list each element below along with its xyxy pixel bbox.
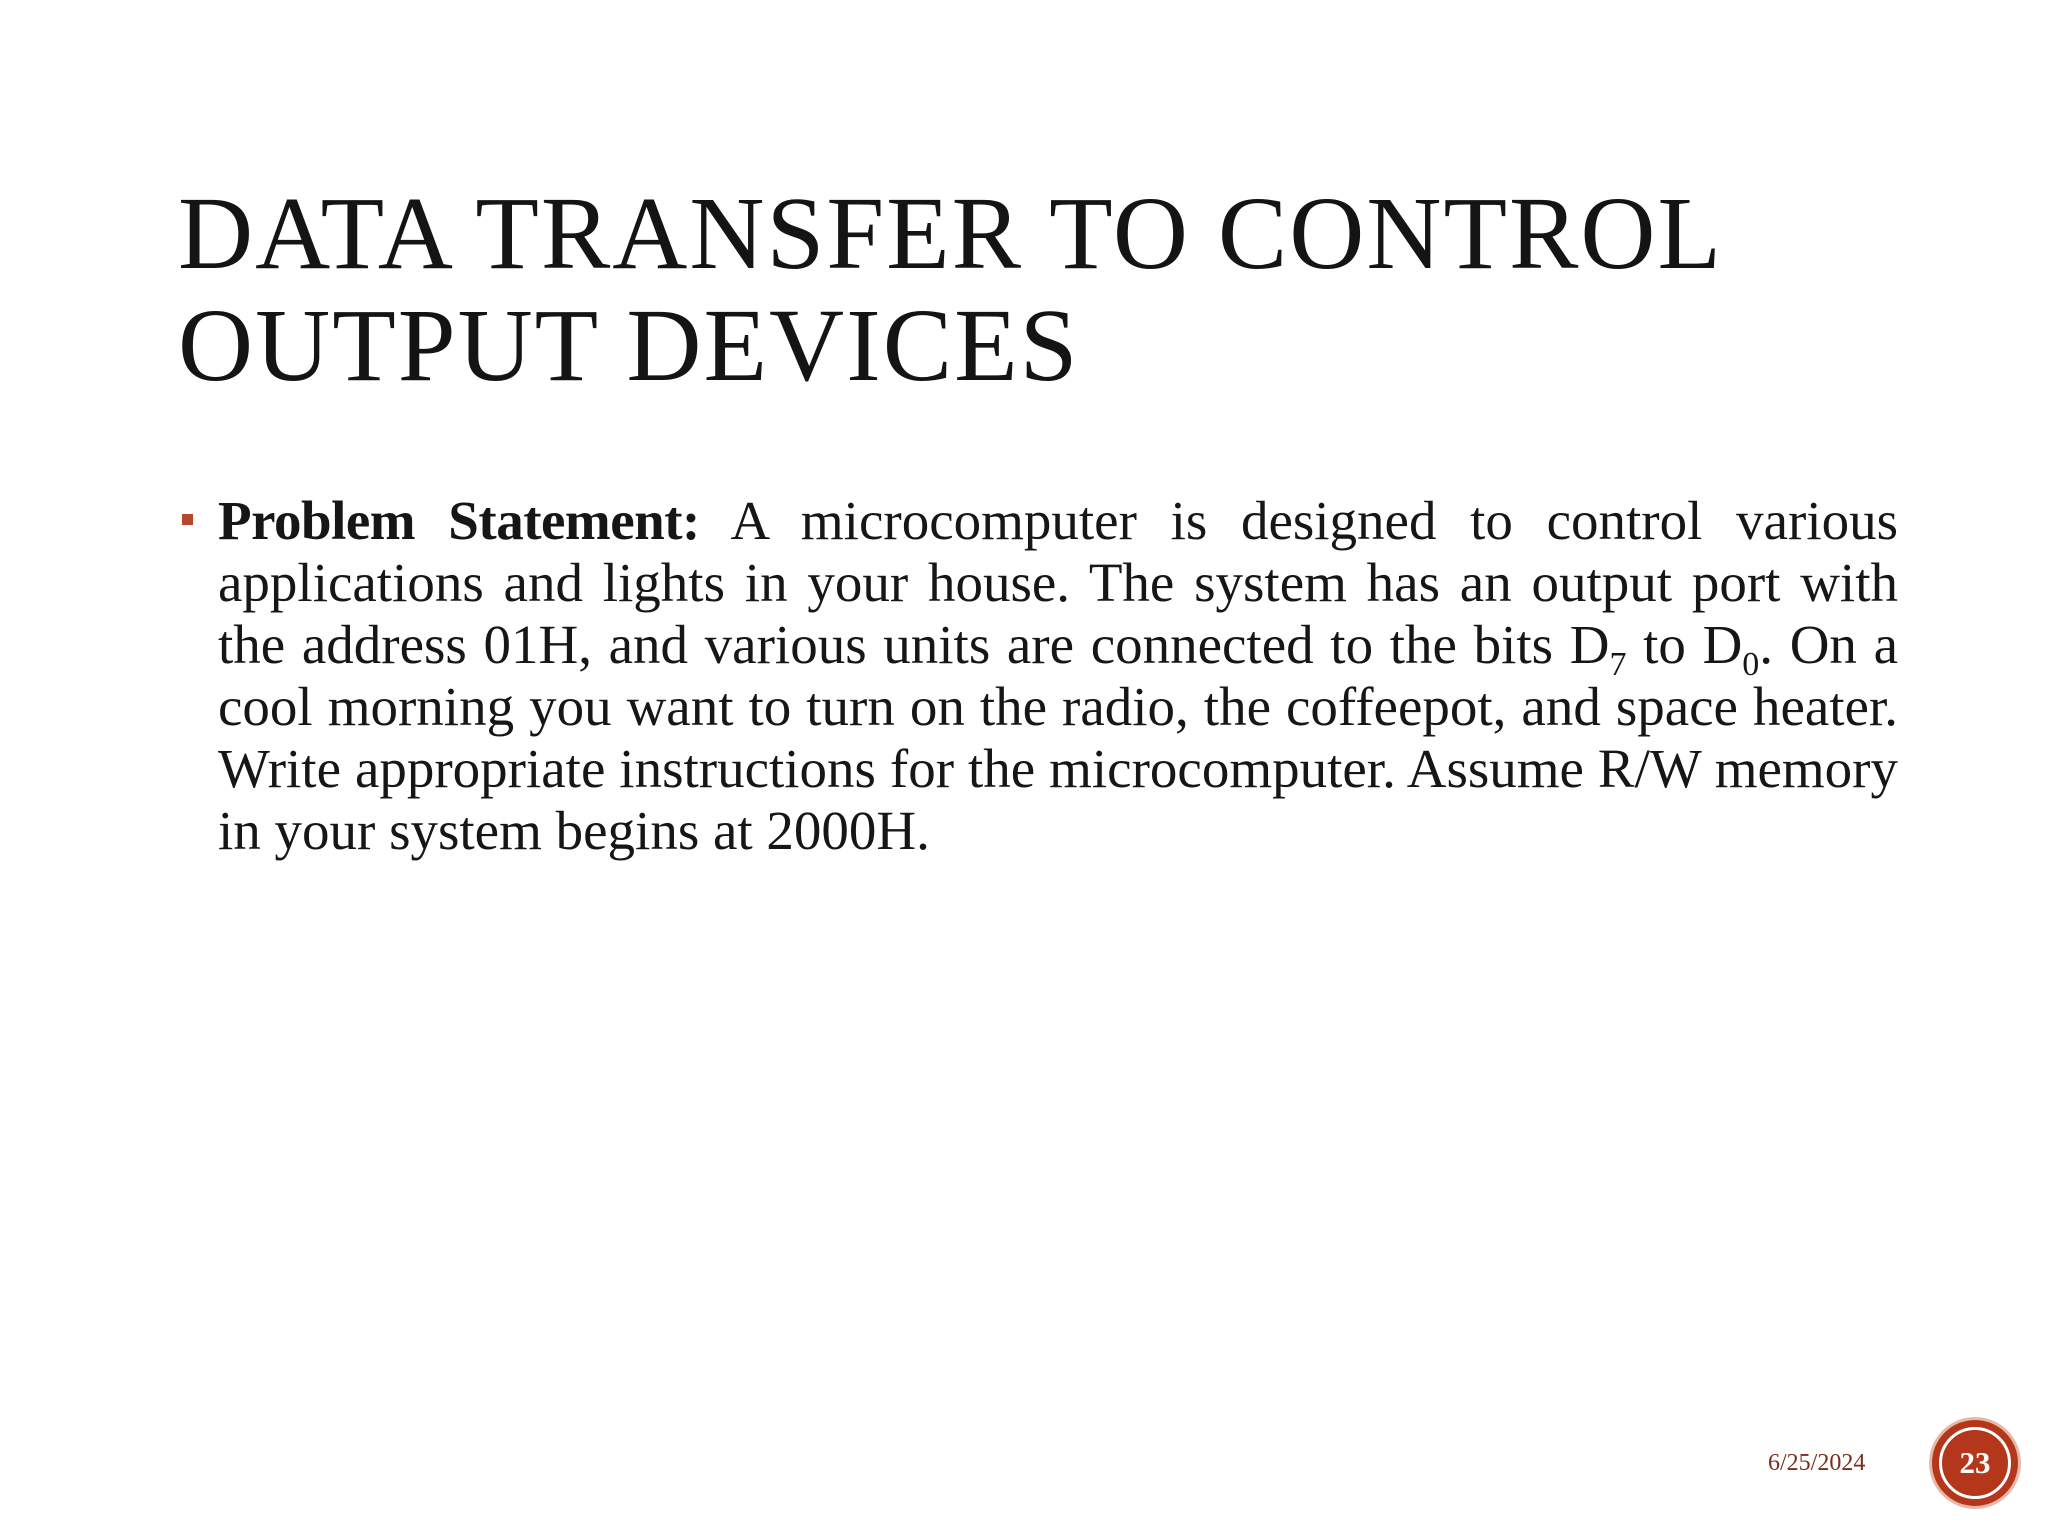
subscript-7: 7 [1609,646,1627,683]
problem-statement-paragraph [218,490,1898,862]
page-number: 23 [1959,1445,1991,1480]
problem-text-part-2: to D [1626,614,1743,675]
problem-statement-label: Problem Statement: [218,490,700,551]
subscript-0: 0 [1742,646,1760,683]
square-bullet-icon [182,514,193,525]
page-number-badge [1932,1420,2018,1506]
problem-text-part-1: A microcomputer is designed to control various applications and lights in your house. The system has an output port with the address 01H, and various units are connected to the bits D [218,490,1898,675]
slide-title-line-1: DATA TRANSFER TO CONTROL [178,176,1724,291]
footer-date: 6/25/2024 [1768,1450,1866,1476]
problem-text-part-3: . On a cool morning you want to turn on the radio, the coffeepot, and space heater. Write appropriate instructions for the microcomputer. Assume R/W memory in your system begins at 2000H. [218,614,1899,861]
slide-title [178,178,1878,402]
slide-content [178,490,1898,862]
slide-title-line-2: OUTPUT DEVICES [178,288,1080,403]
page-number-ring [1939,1427,2011,1499]
